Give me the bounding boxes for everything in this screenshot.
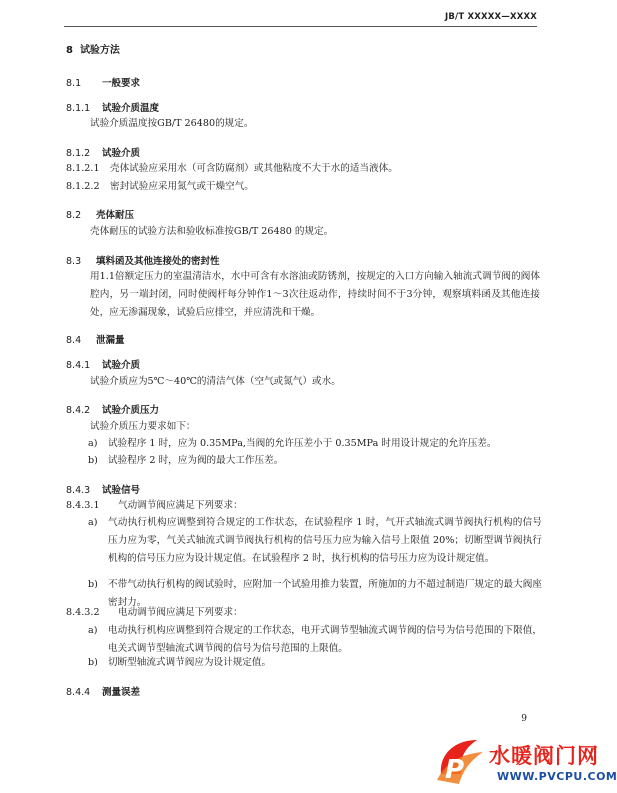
list-label: a) [88,625,98,636]
list-text: 电动执行机构应调整到符合规定的工作状态，电开式调节型轴流式调节阀的信号为信号范围的下限值，电关式调节型轴流式调节阀的信号为信号范围的上限值。 [108,625,542,654]
paragraph: 试验介质压力要求如下： [90,421,196,432]
section-title: 试验介质温度 [102,103,160,114]
section-title: 测量误差 [102,687,141,698]
clause-number: 8.1.2.2 [66,181,100,192]
paragraph: 壳体耐压的试验方法和验收标准按GB/T 26480 的规定。 [90,226,334,237]
list-text: 气动执行机构应调整到符合规定的工作状态，在试验程序 1 时，气开式轴流式调节阀执行机构的信号压力应为零，气关式轴流式调节阀执行机构的信号压力应为输入信号上限值 20%；切断型调节阀执行机构的信号压力应为设计规定值。在试验程序 2 时，执行机构的信号压力应为设计规定值。 [108,517,542,564]
section-number: 8.4.1 [66,360,91,371]
section-8-heading [66,41,120,56]
list-label: a) [88,517,98,528]
clause-text: 壳体试验应采用水（可含防腐剂）或其他粘度不大于水的适当液体。 [110,163,398,174]
section-number: 8.1.2 [66,148,91,159]
list-text: 不带气动执行机构的阀试验时，应附加一个试验用推力装置，所施加的力不超过制造厂规定的最大阀座密封力。 [108,579,542,608]
section-number: 8.4.2 [66,405,91,416]
list-text: 切断型轴流式调节阀应为设计规定值。 [108,657,272,668]
section-title: 试验信号 [102,485,141,496]
page-number: 9 [521,714,527,724]
section-title: 填料函及其他连接处的密封性 [96,256,220,267]
section-number: 8.4 [66,335,82,346]
section-8-4-heading [66,328,125,347]
valve-logo-icon [431,734,489,788]
section-number: 8.1.1 [66,103,91,114]
list-text: 试验程序 2 时，应为阀的最大工作压差。 [108,455,284,466]
paragraph: 试验介质应为5℃～40℃的清洁气体（空气或氮气）或水。 [90,376,341,387]
section-number: 8.2 [66,210,82,221]
section-number: 8.4.4 [66,687,91,698]
clause-8-1-2-2 [66,178,254,196]
clause-number: 8.4.3.1 [66,500,100,511]
paragraph: 试验介质温度按GB/T 26480的规定。 [90,118,254,129]
list-item-b [88,452,548,470]
clause-8-1-2-1 [66,160,398,178]
svg-text:P: P [445,755,465,785]
section-8-1-2-heading [66,141,140,160]
section-number: 8 [66,45,73,56]
list-label: b) [88,579,98,590]
section-8-3-heading [66,249,220,268]
list-item-b [88,654,548,672]
clause-8-4-3-2 [66,604,243,622]
clause-8-4-3-1 [66,497,243,515]
list-item-a [88,435,548,453]
section-8-4-4-heading [66,680,140,699]
section-number: 8.3 [66,256,82,267]
list-label: a) [88,438,98,449]
section-title: 一般要求 [102,78,141,89]
section-8-4-2-heading [66,398,159,417]
section-title: 试验介质压力 [102,405,160,416]
section-8-2-heading [66,203,134,222]
watermark-logo [425,730,617,793]
standard-code-header: JB/T XXXXX—XXXX [445,12,537,22]
list-label: b) [88,455,98,466]
watermark-text: 水暖阀门网 [489,744,599,768]
list-text: 试验程序 1 时，应为 0.35MPa,当阀的允许压差小于 0.35MPa 时用设计规定的允许压差。 [108,438,497,449]
section-8-1-1-heading [66,96,159,115]
section-number: 8.4.3 [66,485,91,496]
clause-text: 电动调节阀应满足下列要求： [118,607,243,618]
clause-text: 气动调节阀应满足下列要求： [118,500,243,511]
watermark-url: WWW.PVCPU.COM [497,770,617,783]
section-8-4-1-heading [66,353,140,372]
paragraph: 用1.1倍额定压力的室温清洁水，水中可含有水溶油或防锈剂，按规定的入口方向输入轴流式调节阀的阀体腔内，另一端封闭，同时使阀杆每分钟作1～3次往返动作，持续时间不于3分钟，观察填料函及其他连接处，应无渗漏现象，试验后应排空，并应清洗和干燥。 [90,271,540,318]
section-title: 泄漏量 [96,335,125,346]
section-title: 试验方法 [79,45,120,56]
section-title: 试验介质 [102,360,141,371]
clause-text: 密封试验应采用氮气或干燥空气。 [110,181,254,192]
list-item-a [88,622,548,658]
section-number: 8.1 [66,78,82,89]
list-label: b) [88,657,98,668]
section-8-4-3-heading [66,478,140,497]
section-title: 壳体耐压 [96,210,135,221]
clause-number: 8.1.2.1 [66,163,100,174]
section-8-1-heading [66,71,140,90]
header-rule [64,26,537,27]
section-title: 试验介质 [102,148,141,159]
clause-number: 8.4.3.2 [66,607,100,618]
